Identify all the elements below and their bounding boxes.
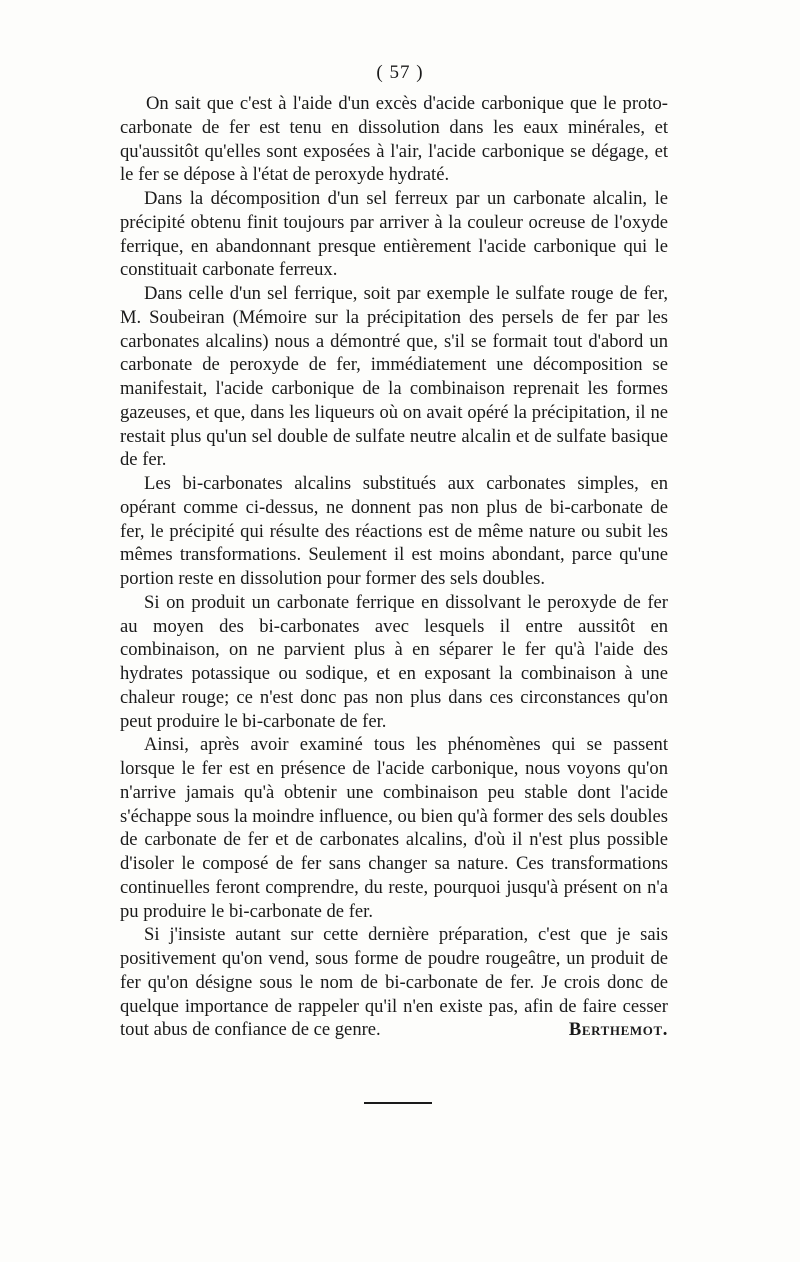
paragraph-3: Dans celle d'un sel ferrique, soit par exemple le sulfate rouge de fer, M. Soubeiran (Mémoire sur la précipitation des persels de fer par les carbonates alcalins) nous a démontré que, s'il se formait tout d'abord un carbonate de peroxyde de fer, immédiatement une décomposition se manifestait, l'acide carbonique de la combinaison reprenait les formes gazeuses, et que, dans les liqueurs où on avait opéré la précipitation, il ne restait plus qu'un sel double de sulfate neutre alcalin et de sulfate basique de fer.: [120, 283, 668, 471]
paragraph-7-text: Si j'insiste autant sur cette dernière préparation, c'est que je sais positivement qu'on vend, sous forme de poudre rougeâtre, un produit de fer qu'on désigne sous le nom de bi-carbonate de fer. Je crois donc de quelque importance de rappeler qu'il n'en existe pas, afin de faire cesser tout abus de confiance de ce genre.: [120, 924, 668, 1041]
paragraph-2: Dans la décomposition d'un sel ferreux par un carbonate alcalin, le précipité obtenu finit toujours par arriver à la couleur ocreuse de l'oxyde ferrique, en abandonnant presque entièrement l'acide carbonique qui le constituait carbonate ferreux.: [120, 188, 668, 281]
author-signature: Berthemot.: [568, 1019, 668, 1041]
paragraph-4: Les bi-carbonates alcalins substitués aux carbonates simples, en opérant comme ci-dessus, ne donnent pas non plus de bi-carbonate de fer, le précipité qui résulte des réactions est de même nature ou subit les mêmes transformations. Seulement il est moins abondant, parce qu'une portion reste en dissolution pour former des sels doubles.: [120, 473, 668, 589]
article-body: [120, 92, 668, 1042]
page-number: ( 57 ): [376, 62, 424, 83]
paragraph-1: On sait que c'est à l'aide d'un excès d'acide carbonique que le proto-carbonate de fer est tenu en dissolution dans les eaux minérales, et qu'aussitôt qu'elles sont exposées à l'air, l'acide carbonique se dégage, et le fer se dépose à l'état de peroxyde hydraté.: [120, 93, 668, 186]
paragraph-5: Si on produit un carbonate ferrique en dissolvant le peroxyde de fer au moyen des bi-carbonates avec lesquels il entre aussitôt en combinaison, on ne parvient plus à en séparer le fer qu'à l'aide des hydrates potassique ou sodique, et en exposant la combinaison à une chaleur rouge; ce n'est donc pas non plus dans ces circonstances qu'on peut produire le bi-carbonate de fer.: [120, 591, 668, 732]
closing-rule: [364, 1102, 432, 1104]
paragraph-7: [120, 923, 668, 1042]
paragraph-6: Ainsi, après avoir examiné tous les phénomènes qui se passent lorsque le fer est en présence de l'acide carbonique, nous voyons qu'on n'arrive jamais qu'à obtenir une combinaison peu stable dont l'acide s'échappe sous la moindre influence, ou bien qu'à former des sels doubles de carbonate de fer et de carbonates alcalins, d'où il n'est plus possible d'isoler le composé de fer sans changer sa nature. Ces transformations continuelles feront comprendre, du reste, pourquoi jusqu'à présent on n'a pu produire le bi-carbonate de fer.: [120, 734, 668, 922]
